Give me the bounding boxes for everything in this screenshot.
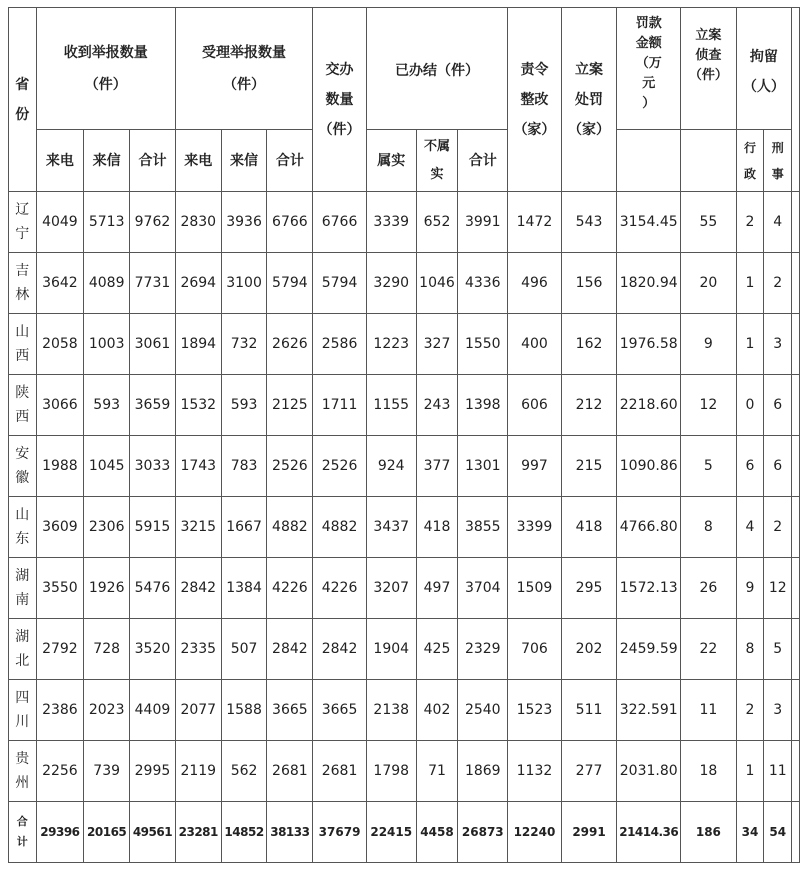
cell-ac-phone: 1894 (175, 314, 221, 375)
cell-ac-total: 4882 (267, 497, 313, 558)
table-row (9, 192, 800, 253)
header-rc-total: 合计 (130, 130, 176, 192)
cell-verified: 1904 (366, 619, 416, 680)
header-investigate-sub (681, 130, 736, 192)
cell-ac-letter: 1384 (221, 558, 267, 619)
cell-rectify: 496 (508, 253, 562, 314)
cell-fine: 1572.13 (617, 558, 681, 619)
cell-done-total: 4336 (458, 253, 508, 314)
cell-done-total: 1301 (458, 436, 508, 497)
cell-rc-total: 3061 (130, 314, 176, 375)
cell-investigate: 20 (681, 253, 736, 314)
cell-criminal: 3 (764, 314, 792, 375)
cell-penalty: 295 (561, 558, 617, 619)
cell-rc-total: 7731 (130, 253, 176, 314)
province-cell: 山 东 (9, 497, 37, 558)
cell-admin: 1 (736, 253, 764, 314)
cell-rectify: 3399 (508, 497, 562, 558)
header-detain: 拘留 （人） (736, 8, 792, 130)
cell-ac-total: 5794 (267, 253, 313, 314)
cell-rc-total: 2995 (130, 741, 176, 802)
cell-criminal: 2 (764, 253, 792, 314)
table-row (9, 680, 800, 741)
cell-criminal: 4 (764, 192, 792, 253)
header-province: 省 份 (9, 8, 37, 192)
cell-ac-letter: 3936 (221, 192, 267, 253)
cell-unverified: 71 (416, 741, 458, 802)
table-row (9, 741, 800, 802)
province-cell: 吉 林 (9, 253, 37, 314)
overflow-edge-cell (792, 497, 800, 558)
cell-ac-phone: 23281 (175, 802, 221, 863)
cell-admin: 9 (736, 558, 764, 619)
cell-rc-letter: 4089 (84, 253, 130, 314)
cell-unverified: 1046 (416, 253, 458, 314)
cell-rectify: 12240 (508, 802, 562, 863)
cell-criminal: 6 (764, 375, 792, 436)
cell-investigate: 26 (681, 558, 736, 619)
cell-criminal: 12 (764, 558, 792, 619)
cell-ac-phone: 2335 (175, 619, 221, 680)
overflow-edge-cell (792, 619, 800, 680)
cell-investigate: 8 (681, 497, 736, 558)
overflow-edge-cell (792, 375, 800, 436)
cell-ac-total: 2626 (267, 314, 313, 375)
cell-rc-phone: 3550 (36, 558, 84, 619)
overflow-edge-cell (792, 741, 800, 802)
header-penalty: 立案 处罚 （家） (561, 8, 617, 192)
cell-done-total: 1550 (458, 314, 508, 375)
cell-penalty: 511 (561, 680, 617, 741)
cell-ac-letter: 783 (221, 436, 267, 497)
cell-ac-total: 38133 (267, 802, 313, 863)
header-unverified: 不属 实 (416, 130, 458, 192)
cell-ac-phone: 2119 (175, 741, 221, 802)
header-overflow-edge (792, 8, 800, 192)
cell-assigned: 2586 (313, 314, 367, 375)
cell-fine: 21414.36 (617, 802, 681, 863)
cell-investigate: 55 (681, 192, 736, 253)
cell-penalty: 418 (561, 497, 617, 558)
cell-rectify: 1132 (508, 741, 562, 802)
overflow-edge-cell (792, 558, 800, 619)
cell-done-total: 3855 (458, 497, 508, 558)
cell-admin: 1 (736, 314, 764, 375)
cell-rc-letter: 2306 (84, 497, 130, 558)
cell-admin: 8 (736, 619, 764, 680)
cell-ac-total: 2526 (267, 436, 313, 497)
header-ac-letter: 来信 (221, 130, 267, 192)
cell-criminal: 11 (764, 741, 792, 802)
province-cell: 贵 州 (9, 741, 37, 802)
cell-rc-phone: 4049 (36, 192, 84, 253)
cell-investigate: 9 (681, 314, 736, 375)
cell-unverified: 652 (416, 192, 458, 253)
table-row (9, 497, 800, 558)
cell-unverified: 402 (416, 680, 458, 741)
cell-assigned: 4882 (313, 497, 367, 558)
cell-fine: 2459.59 (617, 619, 681, 680)
cell-investigate: 5 (681, 436, 736, 497)
cell-ac-letter: 3100 (221, 253, 267, 314)
cell-verified: 1223 (366, 314, 416, 375)
cell-investigate: 11 (681, 680, 736, 741)
cell-rc-letter: 739 (84, 741, 130, 802)
cell-fine: 4766.80 (617, 497, 681, 558)
cell-assigned: 1711 (313, 375, 367, 436)
cell-rc-letter: 728 (84, 619, 130, 680)
cell-verified: 3290 (366, 253, 416, 314)
cell-rc-total: 49561 (130, 802, 176, 863)
cell-criminal: 2 (764, 497, 792, 558)
cell-fine: 322.591 (617, 680, 681, 741)
cell-ac-phone: 2077 (175, 680, 221, 741)
header-accepted: 受理举报数量 （件） (175, 8, 312, 130)
cell-ac-phone: 3215 (175, 497, 221, 558)
cell-investigate: 186 (681, 802, 736, 863)
cell-penalty: 277 (561, 741, 617, 802)
cell-rectify: 997 (508, 436, 562, 497)
table-row (9, 436, 800, 497)
header-fine: 罚款 金额 （万 元 ） (617, 8, 681, 130)
cell-criminal: 3 (764, 680, 792, 741)
province-cell: 陕 西 (9, 375, 37, 436)
cell-rc-phone: 29396 (36, 802, 84, 863)
province-cell: 湖 南 (9, 558, 37, 619)
cell-ac-letter: 1667 (221, 497, 267, 558)
cell-fine: 1090.86 (617, 436, 681, 497)
cell-verified: 1155 (366, 375, 416, 436)
table-row (9, 375, 800, 436)
header-investigate: 立案 侦查 （件） (681, 8, 736, 130)
header-criminal: 刑 事 (764, 130, 792, 192)
cell-investigate: 18 (681, 741, 736, 802)
report-table-container (8, 7, 800, 863)
cell-verified: 3339 (366, 192, 416, 253)
cell-rc-phone: 2386 (36, 680, 84, 741)
table-row (9, 253, 800, 314)
cell-unverified: 418 (416, 497, 458, 558)
cell-verified: 924 (366, 436, 416, 497)
header-fine-sub (617, 130, 681, 192)
table-body (9, 192, 800, 863)
cell-rc-phone: 3642 (36, 253, 84, 314)
cell-admin: 34 (736, 802, 764, 863)
cell-criminal: 54 (764, 802, 792, 863)
cell-admin: 0 (736, 375, 764, 436)
province-cell: 辽 宁 (9, 192, 37, 253)
cell-done-total: 3991 (458, 192, 508, 253)
cell-rc-phone: 2256 (36, 741, 84, 802)
overflow-edge-cell (792, 802, 800, 863)
cell-ac-letter: 14852 (221, 802, 267, 863)
table-total-row (9, 802, 800, 863)
cell-done-total: 26873 (458, 802, 508, 863)
cell-assigned: 5794 (313, 253, 367, 314)
cell-fine: 1976.58 (617, 314, 681, 375)
cell-ac-phone: 2830 (175, 192, 221, 253)
province-cell: 山 西 (9, 314, 37, 375)
table-row (9, 558, 800, 619)
province-cell: 四 川 (9, 680, 37, 741)
overflow-edge-cell (792, 314, 800, 375)
cell-rc-letter: 1926 (84, 558, 130, 619)
cell-assigned: 3665 (313, 680, 367, 741)
province-cell: 安 徽 (9, 436, 37, 497)
cell-rc-letter: 2023 (84, 680, 130, 741)
header-verified: 属实 (366, 130, 416, 192)
cell-unverified: 327 (416, 314, 458, 375)
cell-done-total: 1869 (458, 741, 508, 802)
header-received: 收到举报数量 （件） (36, 8, 175, 130)
cell-ac-letter: 732 (221, 314, 267, 375)
header-ac-phone: 来电 (175, 130, 221, 192)
cell-ac-letter: 507 (221, 619, 267, 680)
cell-done-total: 1398 (458, 375, 508, 436)
cell-ac-total: 2842 (267, 619, 313, 680)
cell-fine: 1820.94 (617, 253, 681, 314)
cell-ac-phone: 1532 (175, 375, 221, 436)
cell-rc-total: 9762 (130, 192, 176, 253)
cell-assigned: 2842 (313, 619, 367, 680)
cell-investigate: 12 (681, 375, 736, 436)
cell-rc-total: 3033 (130, 436, 176, 497)
cell-rc-total: 4409 (130, 680, 176, 741)
cell-rc-letter: 20165 (84, 802, 130, 863)
cell-ac-phone: 2694 (175, 253, 221, 314)
cell-done-total: 3704 (458, 558, 508, 619)
cell-admin: 2 (736, 680, 764, 741)
cell-penalty: 2991 (561, 802, 617, 863)
table-row (9, 314, 800, 375)
cell-assigned: 4226 (313, 558, 367, 619)
cell-rc-phone: 3066 (36, 375, 84, 436)
cell-rectify: 1523 (508, 680, 562, 741)
header-rc-phone: 来电 (36, 130, 84, 192)
cell-fine: 3154.45 (617, 192, 681, 253)
cell-rectify: 1472 (508, 192, 562, 253)
cell-verified: 1798 (366, 741, 416, 802)
cell-rectify: 400 (508, 314, 562, 375)
cell-ac-total: 6766 (267, 192, 313, 253)
header-rectify: 责令 整改 （家） (508, 8, 562, 192)
cell-assigned: 2526 (313, 436, 367, 497)
cell-ac-phone: 1743 (175, 436, 221, 497)
province-cell: 湖 北 (9, 619, 37, 680)
cell-penalty: 162 (561, 314, 617, 375)
cell-rc-letter: 1003 (84, 314, 130, 375)
header-rc-letter: 来信 (84, 130, 130, 192)
cell-rc-phone: 3609 (36, 497, 84, 558)
cell-rc-total: 3659 (130, 375, 176, 436)
cell-unverified: 425 (416, 619, 458, 680)
overflow-edge-cell (792, 192, 800, 253)
overflow-edge-cell (792, 436, 800, 497)
header-done-total: 合计 (458, 130, 508, 192)
cell-rc-phone: 1988 (36, 436, 84, 497)
cell-fine: 2218.60 (617, 375, 681, 436)
cell-assigned: 6766 (313, 192, 367, 253)
cell-unverified: 497 (416, 558, 458, 619)
cell-penalty: 212 (561, 375, 617, 436)
cell-admin: 6 (736, 436, 764, 497)
cell-ac-letter: 562 (221, 741, 267, 802)
overflow-edge-cell (792, 253, 800, 314)
cell-rectify: 706 (508, 619, 562, 680)
cell-rc-phone: 2058 (36, 314, 84, 375)
cell-unverified: 377 (416, 436, 458, 497)
cell-assigned: 2681 (313, 741, 367, 802)
cell-unverified: 243 (416, 375, 458, 436)
cell-penalty: 215 (561, 436, 617, 497)
cell-rc-total: 3520 (130, 619, 176, 680)
cell-rectify: 1509 (508, 558, 562, 619)
cell-ac-letter: 593 (221, 375, 267, 436)
cell-penalty: 202 (561, 619, 617, 680)
header-admin: 行 政 (736, 130, 764, 192)
cell-rc-letter: 1045 (84, 436, 130, 497)
cell-ac-total: 2125 (267, 375, 313, 436)
cell-admin: 2 (736, 192, 764, 253)
cell-verified: 3207 (366, 558, 416, 619)
cell-ac-total: 3665 (267, 680, 313, 741)
cell-ac-total: 2681 (267, 741, 313, 802)
cell-rectify: 606 (508, 375, 562, 436)
cell-done-total: 2540 (458, 680, 508, 741)
cell-done-total: 2329 (458, 619, 508, 680)
cell-rc-total: 5915 (130, 497, 176, 558)
cell-ac-letter: 1588 (221, 680, 267, 741)
table-row (9, 619, 800, 680)
cell-rc-total: 5476 (130, 558, 176, 619)
cell-ac-total: 4226 (267, 558, 313, 619)
cell-penalty: 543 (561, 192, 617, 253)
cell-admin: 4 (736, 497, 764, 558)
cell-penalty: 156 (561, 253, 617, 314)
header-ac-total: 合计 (267, 130, 313, 192)
header-assigned: 交办 数量 （件） (313, 8, 367, 192)
cell-criminal: 6 (764, 436, 792, 497)
cell-verified: 3437 (366, 497, 416, 558)
cell-rc-phone: 2792 (36, 619, 84, 680)
cell-assigned: 37679 (313, 802, 367, 863)
cell-admin: 1 (736, 741, 764, 802)
header-completed: 已办结（件） (366, 8, 507, 130)
cell-unverified: 4458 (416, 802, 458, 863)
report-statistics-table (8, 7, 800, 863)
cell-fine: 2031.80 (617, 741, 681, 802)
overflow-edge-cell (792, 680, 800, 741)
cell-rc-letter: 593 (84, 375, 130, 436)
cell-criminal: 5 (764, 619, 792, 680)
cell-ac-phone: 2842 (175, 558, 221, 619)
cell-rc-letter: 5713 (84, 192, 130, 253)
cell-investigate: 22 (681, 619, 736, 680)
province-cell: 合 计 (9, 802, 37, 863)
cell-verified: 22415 (366, 802, 416, 863)
cell-verified: 2138 (366, 680, 416, 741)
